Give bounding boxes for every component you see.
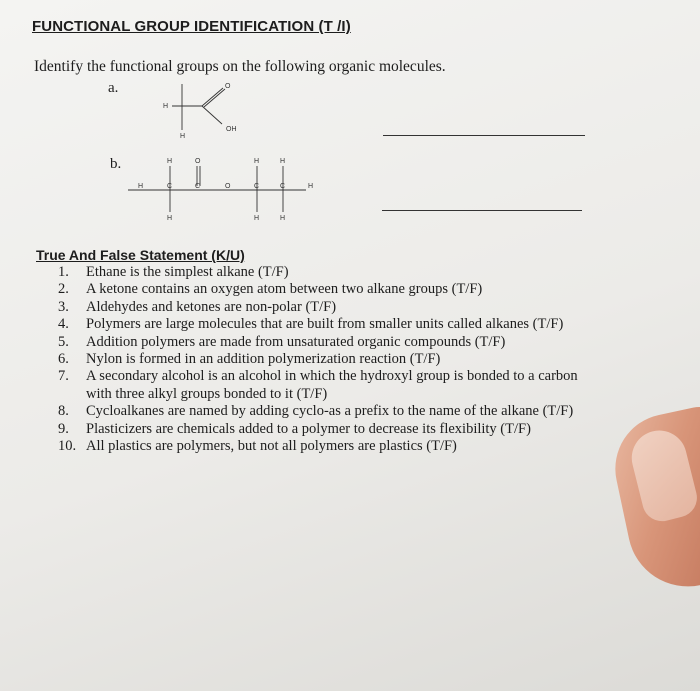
statement-number: 8. (58, 403, 69, 420)
statement-text: All plastics are polymers, but not all polymers are plastics (T/F) (86, 438, 457, 455)
atom-c1: C (167, 183, 173, 190)
atom-c4: C (280, 183, 286, 190)
atom-h-bot4: H (280, 215, 286, 222)
statement-item (58, 299, 598, 316)
statement-item (58, 368, 598, 403)
statement-number: 7. (58, 368, 69, 385)
statement-text: Aldehydes and ketones are non-polar (T/F) (86, 298, 337, 315)
molecule-b-structure (128, 152, 328, 224)
statement-text: A secondary alcohol is an alcohol in which the hydroxyl group is bonded to a carbon with three alkyl groups bonded to it (T/F) (86, 368, 578, 402)
atom-o-top: O (195, 158, 201, 165)
statement-number: 2. (58, 281, 69, 298)
atom-h-top4: H (280, 158, 286, 165)
atom-c3: C (254, 183, 260, 190)
atom-oh: OH (226, 126, 237, 133)
statement-text: Nylon is formed in an addition polymerization reaction (T/F) (86, 351, 441, 368)
true-false-heading: True And False Statement (K/U) (36, 247, 245, 263)
atom-h-top3: H (254, 158, 260, 165)
statement-text: A ketone contains an oxygen atom between two alkane groups (T/F) (86, 281, 483, 298)
atom-o-top: O (225, 83, 231, 90)
instruction-text: Identify the functional groups on the following organic molecules. (34, 58, 446, 75)
statement-item (58, 281, 598, 298)
statement-item (58, 403, 598, 420)
atom-h-left: H (138, 183, 144, 190)
molecule-a-label: a. (108, 80, 119, 96)
statement-item (58, 334, 598, 351)
statement-text: Plasticizers are chemicals added to a polymer to decrease its flexibility (T/F) (86, 420, 531, 437)
statement-number: 1. (58, 264, 69, 280)
statement-item (58, 264, 598, 281)
statement-list (58, 264, 598, 455)
atom-h-left: H (163, 103, 169, 110)
statement-number: 5. (58, 333, 69, 350)
atom-h-bot3: H (254, 215, 260, 222)
statement-number: 10. (58, 438, 77, 455)
atom-h-top1: H (167, 158, 173, 165)
answer-line-a[interactable] (383, 135, 585, 136)
atom-o-mid: O (225, 183, 231, 190)
atom-h-right: H (308, 183, 314, 190)
statement-number: 3. (58, 298, 69, 315)
atom-h-bot1: H (167, 215, 173, 222)
statement-item (58, 421, 598, 438)
statement-text: Addition polymers are made from unsaturated organic compounds (T/F) (86, 333, 506, 350)
statement-item (58, 438, 598, 455)
statement-number: 9. (58, 420, 69, 437)
molecule-a-structure (150, 78, 260, 138)
statement-number: 4. (58, 316, 69, 333)
atom-c2: C (195, 183, 201, 190)
atom-h-bottom: H (180, 133, 186, 140)
molecule-b-label: b. (110, 156, 122, 172)
answer-line-b[interactable] (382, 210, 582, 211)
statement-item (58, 316, 598, 333)
statement-number: 6. (58, 351, 69, 368)
statement-item (58, 351, 598, 368)
worksheet-title: FUNCTIONAL GROUP IDENTIFICATION (T /I) (32, 18, 351, 35)
statement-text: Ethane is the simplest alkane (T/F) (86, 264, 289, 280)
statement-text: Polymers are large molecules that are built from smaller units called alkanes (T/F) (86, 316, 564, 333)
statement-text: Cycloalkanes are named by adding cyclo-as a prefix to the name of the alkane (T/F) (86, 403, 574, 420)
